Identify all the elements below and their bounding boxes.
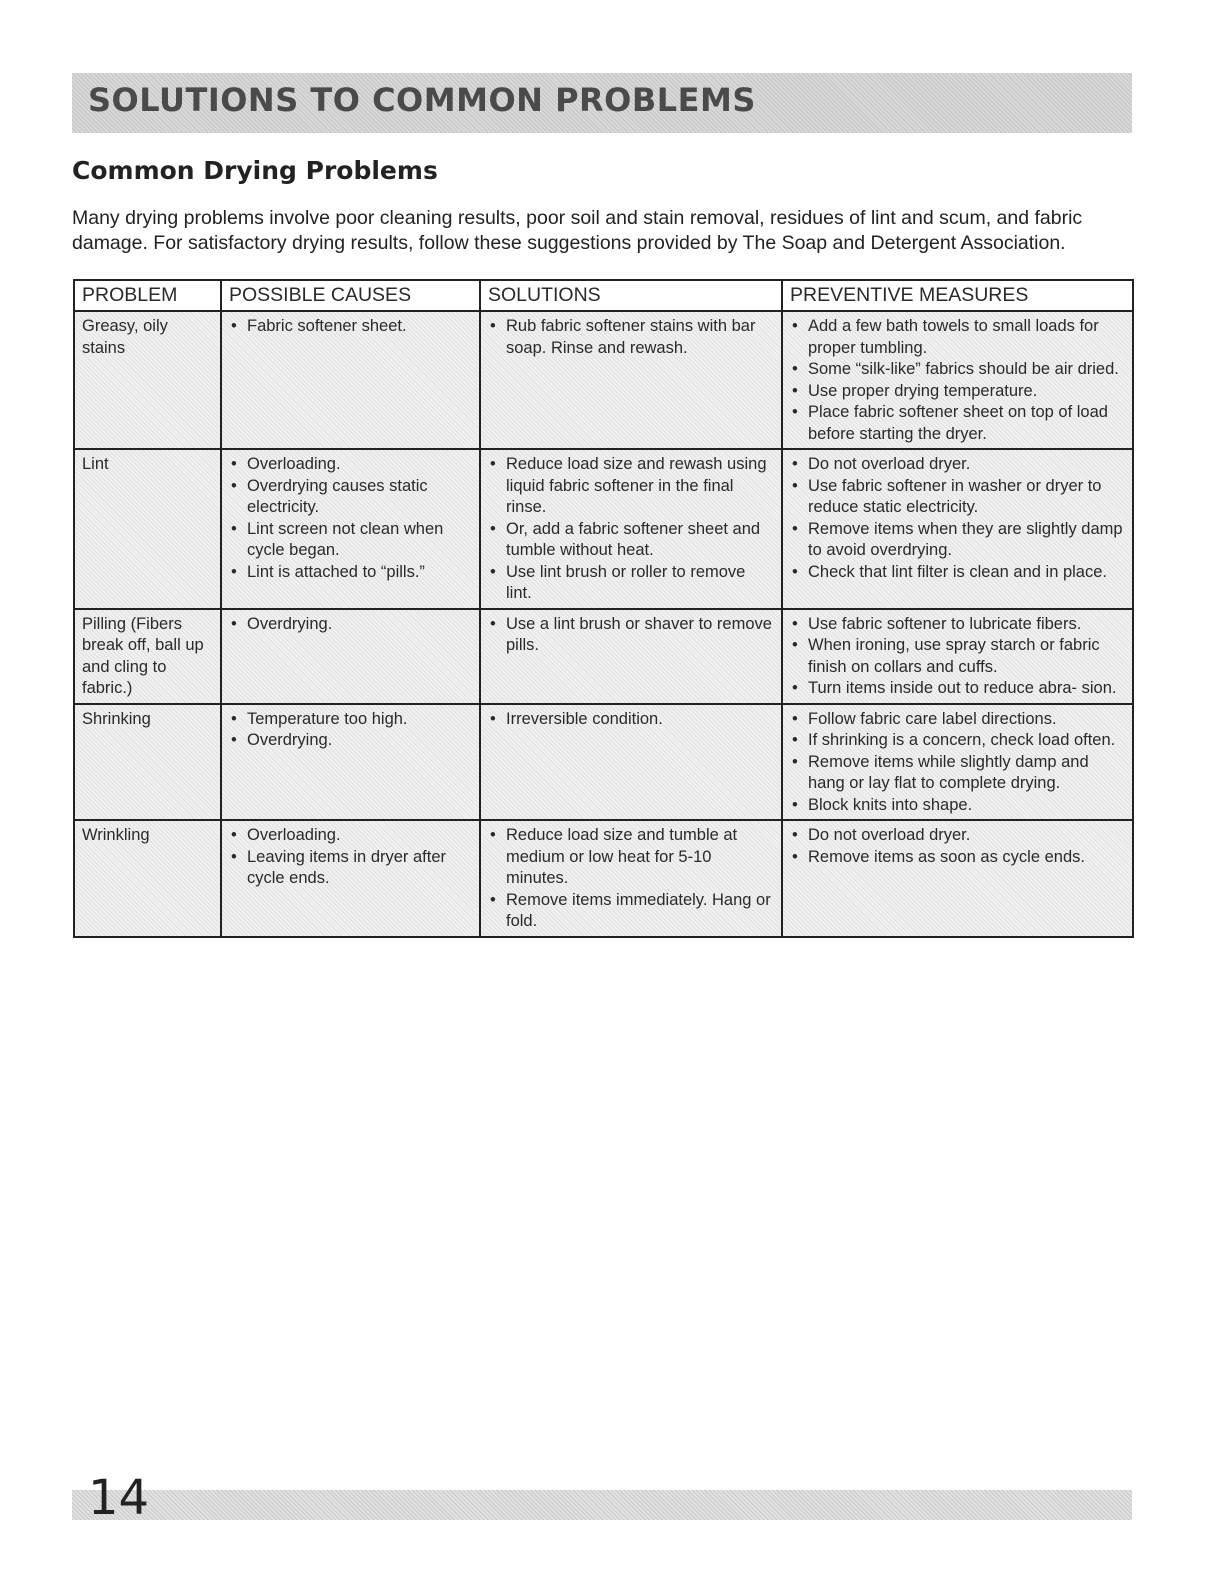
problem-cell: Shrinking (74, 704, 221, 821)
bullet-list (790, 316, 1126, 445)
list-item: • When ironing, use spray starch or fabric finish on collars and cuffs. (790, 635, 1126, 678)
list-item: • Or, add a fabric softener sheet and tumble without heat. (488, 519, 775, 562)
bullet-list (488, 454, 775, 605)
list-item: • Irreversible condition. (488, 709, 775, 731)
bullet-list (488, 709, 775, 731)
list-item: • Use proper drying temperature. (790, 381, 1126, 403)
list-item: • Add a few bath towels to small loads for proper tumbling. (790, 316, 1126, 359)
table-header-row (74, 280, 1133, 311)
solutions-cell (480, 820, 782, 937)
causes-cell (221, 311, 480, 449)
causes-cell (221, 704, 480, 821)
header-preventive-measures: PREVENTIVE MEASURES (782, 280, 1133, 311)
intro-paragraph: Many drying problems involve poor cleaning results, poor soil and stain removal, residues of lint and scum, and fabric damage. For satisfactory drying results, follow these suggestions provided by The Soap and Detergent Association. (72, 207, 1083, 254)
table-row (74, 704, 1133, 821)
preventive-cell (782, 820, 1133, 937)
solutions-cell (480, 609, 782, 704)
list-item: • Use fabric softener to lubricate fibers. (790, 614, 1126, 636)
bullet-list (488, 316, 775, 359)
bullet-list (790, 825, 1126, 868)
list-item: • Overdrying. (229, 614, 473, 636)
bullet-list (790, 614, 1126, 700)
list-item: • Place fabric softener sheet on top of load before starting the dryer. (790, 402, 1126, 445)
preventive-cell (782, 704, 1133, 821)
problem-cell: Greasy, oily stains (74, 311, 221, 449)
page-number: 14 (88, 1470, 150, 1526)
banner-title: SOLUTIONS TO COMMON PROBLEMS (88, 81, 756, 119)
table-row (74, 449, 1133, 609)
causes-cell (221, 449, 480, 609)
list-item: • Overloading. (229, 454, 473, 476)
list-item: • If shrinking is a concern, check load often. (790, 730, 1126, 752)
bullet-list (229, 614, 473, 636)
header-solutions: SOLUTIONS (480, 280, 782, 311)
problems-table (73, 279, 1134, 938)
table-row (74, 609, 1133, 704)
list-item: • Fabric softener sheet. (229, 316, 473, 338)
list-item: • Reduce load size and tumble at medium or low heat for 5-10 minutes. (488, 825, 775, 890)
causes-cell (221, 820, 480, 937)
bullet-list (488, 825, 775, 933)
list-item: • Some “silk-like” fabrics should be air dried. (790, 359, 1126, 381)
problem-cell: Pilling (Fibers break off, ball up and cling to fabric.) (74, 609, 221, 704)
solutions-cell (480, 311, 782, 449)
list-item: • Lint screen not clean when cycle began. (229, 519, 473, 562)
section-heading: Common Drying Problems (72, 156, 438, 185)
list-item: • Turn items inside out to reduce abra- sion. (790, 678, 1126, 700)
list-item: • Use lint brush or roller to remove lint. (488, 562, 775, 605)
list-item: • Leaving items in dryer after cycle ends. (229, 847, 473, 890)
bullet-list (790, 454, 1126, 583)
list-item: • Remove items immediately. Hang or fold. (488, 890, 775, 933)
list-item: • Overloading. (229, 825, 473, 847)
list-item: • Block knits into shape. (790, 795, 1126, 817)
list-item: • Use a lint brush or shaver to remove pills. (488, 614, 775, 657)
preventive-cell (782, 609, 1133, 704)
list-item: • Overdrying causes static electricity. (229, 476, 473, 519)
header-possible-causes: POSSIBLE CAUSES (221, 280, 480, 311)
solutions-cell (480, 704, 782, 821)
problem-cell: Lint (74, 449, 221, 609)
table-row (74, 820, 1133, 937)
list-item: • Temperature too high. (229, 709, 473, 731)
bullet-list (790, 709, 1126, 817)
list-item: • Overdrying. (229, 730, 473, 752)
list-item: • Use fabric softener in washer or dryer to reduce static electricity. (790, 476, 1126, 519)
list-item: • Check that lint filter is clean and in place. (790, 562, 1126, 584)
problem-cell: Wrinkling (74, 820, 221, 937)
solutions-cell (480, 449, 782, 609)
bullet-list (229, 825, 473, 890)
header-problem: PROBLEM (74, 280, 221, 311)
list-item: • Do not overload dryer. (790, 825, 1126, 847)
table-row (74, 311, 1133, 449)
list-item: • Remove items when they are slightly damp to avoid overdrying. (790, 519, 1126, 562)
list-item: • Do not overload dryer. (790, 454, 1126, 476)
footer-bar (72, 1490, 1132, 1520)
list-item: • Rub fabric softener stains with bar soap. Rinse and rewash. (488, 316, 775, 359)
list-item: • Reduce load size and rewash using liquid fabric softener in the final rinse. (488, 454, 775, 519)
preventive-cell (782, 311, 1133, 449)
bullet-list (229, 709, 473, 752)
list-item: • Lint is attached to “pills.” (229, 562, 473, 584)
list-item: • Follow fabric care label directions. (790, 709, 1126, 731)
preventive-cell (782, 449, 1133, 609)
list-item: • Remove items while slightly damp and hang or lay flat to complete drying. (790, 752, 1126, 795)
bullet-list (229, 316, 473, 338)
bullet-list (488, 614, 775, 657)
list-item: • Remove items as soon as cycle ends. (790, 847, 1126, 869)
section-banner (72, 73, 1132, 133)
bullet-list (229, 454, 473, 583)
causes-cell (221, 609, 480, 704)
